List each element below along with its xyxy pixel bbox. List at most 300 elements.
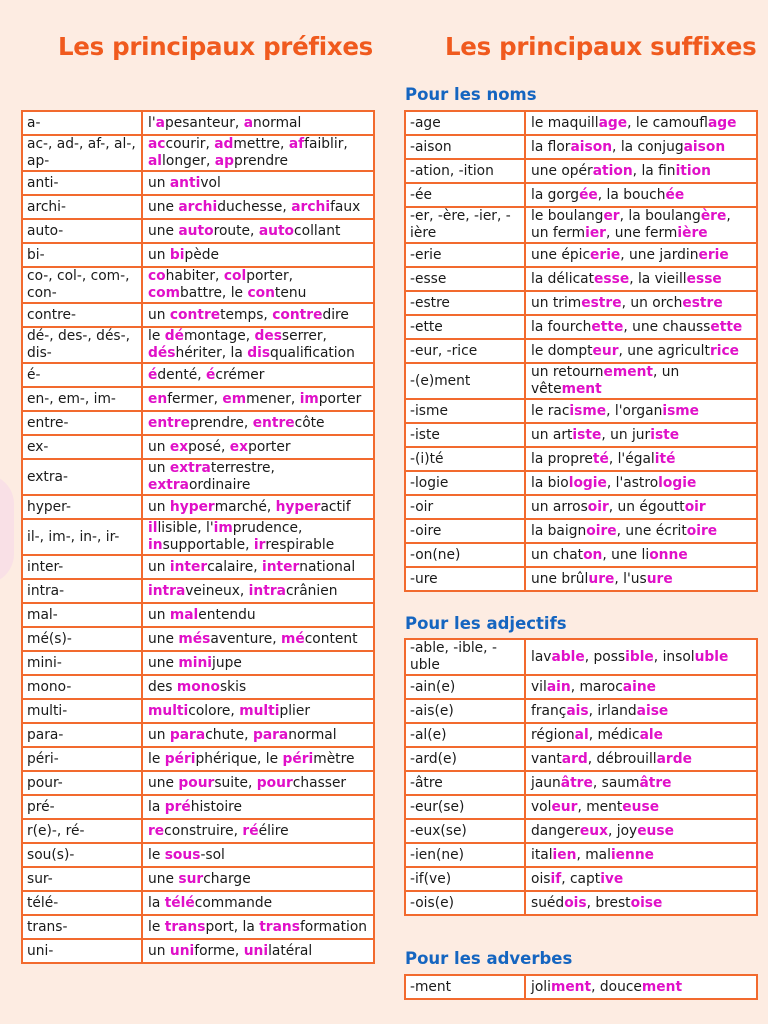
- table-row: [405, 339, 757, 363]
- affix-highlight: esse: [686, 270, 722, 287]
- example-text: région: [531, 726, 575, 743]
- table-row: [405, 399, 757, 423]
- affix-cell: en-, em-, im-: [22, 387, 142, 411]
- affix-highlight: ité: [654, 450, 676, 467]
- affix-highlight: auto: [178, 222, 214, 239]
- affix-cell: -eur, -rice: [405, 339, 525, 363]
- affix-highlight: pour: [178, 774, 215, 791]
- example-cell: [142, 495, 374, 519]
- affix-cell: é-: [22, 363, 142, 387]
- noun-suffixes-table: [404, 110, 758, 592]
- example-text: tenu: [274, 285, 307, 301]
- affix-highlight: intra: [148, 582, 186, 599]
- example-text: ordinaire: [188, 477, 251, 493]
- affix-cell: bi-: [22, 243, 142, 267]
- example-text: charge: [203, 870, 251, 887]
- example-text: , l'astro: [606, 474, 659, 491]
- example-text: supportable,: [162, 537, 254, 553]
- example-text: courir,: [165, 136, 215, 152]
- affix-highlight: en: [148, 390, 168, 407]
- example-text: un: [148, 558, 170, 575]
- example-cell: [142, 891, 374, 915]
- affix-highlight: logie: [568, 474, 607, 491]
- affix-highlight: com: [148, 285, 181, 301]
- example-text: crémer: [215, 366, 265, 383]
- affix-highlight: ale: [639, 726, 663, 743]
- example-text: vant: [531, 750, 562, 767]
- example-text: histoire: [190, 798, 243, 815]
- example-text: , insol: [653, 648, 695, 665]
- example-cell: [142, 111, 374, 135]
- affix-highlight: age: [598, 114, 628, 131]
- affix-highlight: a: [155, 114, 165, 131]
- table-row: [22, 651, 374, 675]
- affix-highlight: co: [148, 268, 166, 284]
- prefixes-title: Les principaux préfixes: [58, 32, 373, 61]
- example-text: mètre: [313, 750, 355, 767]
- example-cell: [525, 267, 757, 291]
- table-row: [405, 159, 757, 183]
- affix-highlight: ée: [579, 186, 598, 203]
- affix-cell: para-: [22, 723, 142, 747]
- example-cell: [142, 819, 374, 843]
- example-cell: [142, 915, 374, 939]
- example-text: , l'us: [614, 570, 647, 587]
- affix-cell: mal-: [22, 603, 142, 627]
- affix-highlight: iste: [650, 426, 680, 443]
- affix-highlight: aison: [683, 138, 726, 155]
- example-cell: [525, 159, 757, 183]
- example-cell: [525, 495, 757, 519]
- example-cell: [142, 675, 374, 699]
- affix-cell: ac-, ad-, af-, al-, ap-: [22, 135, 142, 171]
- affix-highlight: col: [223, 268, 247, 284]
- affix-cell: -erie: [405, 243, 525, 267]
- example-cell: [525, 243, 757, 267]
- affix-cell: contre-: [22, 303, 142, 327]
- example-text: franç: [531, 702, 567, 719]
- affix-highlight: ir: [253, 537, 266, 553]
- example-text: chasser: [292, 774, 347, 791]
- example-text: commande: [194, 894, 273, 911]
- affix-highlight: archi: [178, 198, 218, 215]
- example-text: faiblir,: [304, 136, 348, 152]
- example-text: vol: [531, 798, 552, 815]
- affix-cell: -iste: [405, 423, 525, 447]
- affix-highlight: ier: [585, 225, 606, 241]
- example-text: , un égoutt: [608, 498, 685, 515]
- example-text: hériter, la: [175, 345, 248, 361]
- example-text: dire: [322, 306, 349, 323]
- example-text: , la bouch: [597, 186, 666, 203]
- affix-highlight: trans: [164, 918, 206, 935]
- table-row: [22, 843, 374, 867]
- example-text: côte: [294, 414, 325, 431]
- affix-highlight: ien: [552, 846, 577, 863]
- example-text: suéd: [531, 894, 565, 911]
- example-text: respirable: [265, 537, 335, 553]
- affix-cell: -oir: [405, 495, 525, 519]
- example-text: national: [299, 558, 356, 575]
- affix-highlight: ette: [591, 318, 624, 335]
- affix-highlight: dés: [148, 345, 176, 361]
- affix-highlight: al: [574, 726, 589, 743]
- example-text: crânien: [285, 582, 338, 599]
- example-cell: [525, 639, 757, 675]
- affix-cell: -isme: [405, 399, 525, 423]
- example-text: marché,: [214, 498, 276, 515]
- table-row: [405, 543, 757, 567]
- example-cell: [142, 555, 374, 579]
- example-cell: [142, 327, 374, 363]
- affix-highlight: contre: [272, 306, 323, 323]
- affix-highlight: ière: [677, 225, 708, 241]
- example-text: prudence,: [232, 520, 303, 536]
- affix-highlight: rice: [709, 342, 740, 359]
- example-text: , la vieill: [629, 270, 687, 287]
- example-cell: [142, 219, 374, 243]
- affix-highlight: euse: [637, 822, 674, 839]
- decorative-tab: [0, 474, 14, 584]
- example-text: la propre: [531, 450, 593, 467]
- affix-highlight: inter: [261, 558, 300, 575]
- affix-cell: mini-: [22, 651, 142, 675]
- table-row: [22, 795, 374, 819]
- example-text: porter,: [246, 268, 294, 284]
- table-row: [405, 747, 757, 771]
- affix-cell: -ard(e): [405, 747, 525, 771]
- table-row: [405, 291, 757, 315]
- example-text: la fourch: [531, 318, 592, 335]
- example-cell: [142, 519, 374, 555]
- affix-highlight: aine: [622, 678, 657, 695]
- table-row: [405, 135, 757, 159]
- affix-highlight: em: [222, 390, 247, 407]
- affix-cell: -âtre: [405, 771, 525, 795]
- example-cell: [525, 747, 757, 771]
- affix-highlight: eux: [579, 822, 608, 839]
- affix-cell: multi-: [22, 699, 142, 723]
- table-row: [22, 459, 374, 495]
- example-text: le: [148, 750, 165, 767]
- example-text: , un vête: [531, 364, 680, 397]
- affix-highlight: er: [603, 208, 620, 224]
- affix-cell: -ure: [405, 567, 525, 591]
- example-text: un: [148, 438, 170, 455]
- example-text: skis: [219, 678, 247, 695]
- example-cell: [525, 471, 757, 495]
- example-text: longer,: [162, 153, 215, 169]
- example-text: un: [148, 726, 170, 743]
- example-text: pède: [184, 246, 219, 263]
- affix-cell: -ois(e): [405, 891, 525, 915]
- affix-highlight: oir: [587, 498, 609, 515]
- table-row: [22, 555, 374, 579]
- affix-highlight: hyper: [169, 498, 215, 515]
- example-cell: [142, 363, 374, 387]
- example-text: , la boulang: [619, 208, 701, 224]
- example-text: porter: [248, 438, 291, 455]
- affix-highlight: anti: [169, 174, 201, 191]
- example-text: la: [148, 798, 165, 815]
- affix-highlight: uni: [169, 942, 195, 959]
- example-text: mener,: [246, 390, 300, 407]
- affix-highlight: uble: [694, 648, 729, 665]
- example-text: le: [230, 285, 248, 301]
- example-cell: [525, 699, 757, 723]
- affix-highlight: pré: [164, 798, 191, 815]
- example-text: , une agricult: [618, 342, 710, 359]
- example-text: une: [148, 630, 179, 647]
- affix-highlight: ible: [625, 648, 654, 665]
- affix-highlight: euse: [622, 798, 660, 815]
- affix-highlight: age: [708, 114, 737, 131]
- affix-cell: inter-: [22, 555, 142, 579]
- example-text: un: [148, 306, 170, 323]
- affix-highlight: ure: [646, 570, 673, 587]
- example-text: la bio: [531, 474, 569, 491]
- example-cell: [525, 111, 757, 135]
- example-text: un: [148, 460, 170, 476]
- example-text: qualification: [270, 345, 355, 361]
- affix-highlight: trans: [259, 918, 300, 935]
- example-text: un art: [531, 426, 573, 443]
- example-cell: [142, 699, 374, 723]
- affix-highlight: sous: [164, 846, 201, 863]
- affix-cell: -eux(se): [405, 819, 525, 843]
- example-cell: [525, 291, 757, 315]
- example-text: colore,: [188, 702, 240, 719]
- table-row: [22, 435, 374, 459]
- affix-highlight: af: [288, 136, 305, 152]
- example-text: , maroc: [570, 678, 623, 695]
- affix-cell: -esse: [405, 267, 525, 291]
- example-text: , l'égal: [608, 450, 655, 467]
- table-row: [405, 267, 757, 291]
- example-text: route,: [213, 222, 259, 239]
- affix-highlight: é: [148, 366, 158, 383]
- example-cell: [525, 339, 757, 363]
- example-text: une brûl: [531, 570, 589, 587]
- affix-cell: -age: [405, 111, 525, 135]
- example-text: une: [148, 654, 179, 671]
- affix-highlight: estre: [682, 294, 723, 311]
- example-cell: [142, 171, 374, 195]
- affix-cell: hyper-: [22, 495, 142, 519]
- affix-cell: auto-: [22, 219, 142, 243]
- affix-highlight: oir: [684, 498, 706, 515]
- example-text: joli: [531, 978, 551, 995]
- table-row: [405, 699, 757, 723]
- affix-cell: -if(ve): [405, 867, 525, 891]
- affix-cell: trans-: [22, 915, 142, 939]
- affix-highlight: bi: [169, 246, 185, 263]
- example-text: la: [148, 894, 165, 911]
- affix-highlight: té: [592, 450, 609, 467]
- example-cell: [142, 267, 374, 303]
- table-row: [22, 675, 374, 699]
- table-row: [405, 423, 757, 447]
- table-row: [22, 243, 374, 267]
- affix-highlight: erie: [698, 246, 729, 263]
- example-text: forme,: [194, 942, 244, 959]
- example-cell: [142, 243, 374, 267]
- affix-highlight: ad: [214, 136, 234, 152]
- table-row: [405, 723, 757, 747]
- affix-cell: dé-, des-, dés-, dis-: [22, 327, 142, 363]
- example-cell: [142, 435, 374, 459]
- affix-highlight: il: [148, 520, 158, 536]
- table-row: [22, 891, 374, 915]
- affix-highlight: é: [206, 366, 216, 383]
- example-text: jupe: [212, 654, 242, 671]
- example-text: phérique, le: [195, 750, 283, 767]
- example-text: terrestre,: [210, 460, 275, 476]
- example-text: prendre,: [189, 414, 253, 431]
- affix-cell: -er, -ère, -ier, -ière: [405, 207, 525, 243]
- example-cell: [525, 447, 757, 471]
- example-cell: [142, 303, 374, 327]
- example-text: posé,: [188, 438, 230, 455]
- example-text: , un orch: [621, 294, 683, 311]
- example-text: vil: [531, 678, 547, 695]
- affix-highlight: multi: [148, 702, 189, 719]
- example-text: la délicat: [531, 270, 595, 287]
- example-cell: [525, 771, 757, 795]
- example-text: , douce: [591, 978, 642, 995]
- example-cell: [525, 843, 757, 867]
- example-text: serrer,: [281, 328, 327, 344]
- example-cell: [525, 975, 757, 999]
- table-row: [405, 795, 757, 819]
- affix-cell: co-, col-, com-, con-: [22, 267, 142, 303]
- table-row: [22, 171, 374, 195]
- example-cell: [142, 579, 374, 603]
- example-cell: [142, 651, 374, 675]
- example-text: , une chauss: [623, 318, 711, 335]
- example-cell: [525, 183, 757, 207]
- affix-highlight: ré: [242, 822, 259, 839]
- table-row: [22, 699, 374, 723]
- affix-highlight: ment: [550, 978, 592, 995]
- nouns-heading: Pour les noms: [405, 85, 537, 104]
- table-row: [22, 771, 374, 795]
- affix-cell: -logie: [405, 471, 525, 495]
- affix-highlight: âtre: [639, 774, 672, 791]
- table-row: [22, 939, 374, 963]
- example-text: , poss: [584, 648, 626, 665]
- affix-cell: -ain(e): [405, 675, 525, 699]
- affix-highlight: eur: [592, 342, 619, 359]
- affix-highlight: entre: [148, 414, 190, 431]
- affix-cell: -aison: [405, 135, 525, 159]
- affix-cell: mé(s)-: [22, 627, 142, 651]
- example-cell: [525, 867, 757, 891]
- example-cell: [525, 315, 757, 339]
- example-cell: [525, 135, 757, 159]
- table-row: [405, 891, 757, 915]
- affix-cell: mono-: [22, 675, 142, 699]
- example-text: une: [148, 198, 179, 215]
- example-text: un: [148, 606, 170, 623]
- affix-highlight: para: [252, 726, 289, 743]
- affix-highlight: ition: [675, 162, 711, 179]
- table-row: [22, 915, 374, 939]
- affix-highlight: dis: [247, 345, 271, 361]
- example-text: chute,: [205, 726, 253, 743]
- table-row: [405, 975, 757, 999]
- example-text: , débrouill: [587, 750, 657, 767]
- example-text: , saum: [592, 774, 640, 791]
- example-text: une opér: [531, 162, 593, 179]
- table-row: [22, 267, 374, 303]
- example-text: habiter,: [165, 268, 224, 284]
- table-row: [405, 207, 757, 243]
- affix-cell: il-, im-, in-, ir-: [22, 519, 142, 555]
- example-text: faux: [330, 198, 361, 215]
- example-text: , irland: [588, 702, 637, 719]
- example-text: porter: [318, 390, 362, 407]
- table-row: [22, 603, 374, 627]
- affix-highlight: ap: [214, 153, 234, 169]
- example-text: un: [148, 174, 170, 191]
- example-text: une: [148, 870, 179, 887]
- affix-highlight: més: [178, 630, 211, 647]
- adjectives-heading: Pour les adjectifs: [405, 614, 567, 633]
- affix-cell: ex-: [22, 435, 142, 459]
- example-text: le dompt: [531, 342, 593, 359]
- affix-highlight: ée: [665, 186, 685, 203]
- table-row: [405, 519, 757, 543]
- affix-highlight: estre: [581, 294, 622, 311]
- affix-highlight: uni: [243, 942, 269, 959]
- table-row: [22, 303, 374, 327]
- affix-highlight: ment: [561, 381, 602, 397]
- example-cell: [525, 891, 757, 915]
- example-text: collant: [294, 222, 341, 239]
- example-cell: [142, 747, 374, 771]
- affix-highlight: oire: [686, 522, 718, 539]
- example-text: un: [148, 942, 170, 959]
- affix-highlight: pour: [256, 774, 293, 791]
- example-text: , joy: [607, 822, 638, 839]
- example-text: aventure,: [210, 630, 281, 647]
- example-text: l': [148, 114, 156, 131]
- affix-highlight: aise: [636, 702, 669, 719]
- example-cell: [142, 603, 374, 627]
- example-text: prendre: [233, 153, 288, 169]
- example-text: le boulang: [531, 208, 604, 224]
- example-cell: [142, 387, 374, 411]
- example-text: une: [148, 222, 179, 239]
- affix-highlight: ive: [600, 870, 624, 887]
- example-text: un retourn: [531, 364, 604, 380]
- affix-cell: -(i)té: [405, 447, 525, 471]
- affix-highlight: multi: [239, 702, 280, 719]
- table-row: [22, 363, 374, 387]
- table-row: [405, 447, 757, 471]
- example-text: , un jur: [601, 426, 651, 443]
- affix-cell: -eur(se): [405, 795, 525, 819]
- example-text: lav: [531, 648, 552, 665]
- example-cell: [142, 627, 374, 651]
- example-text: , une écrit: [616, 522, 687, 539]
- example-cell: [142, 771, 374, 795]
- example-text: ital: [531, 846, 553, 863]
- affix-highlight: dé: [164, 328, 184, 344]
- affix-highlight: contre: [169, 306, 221, 323]
- table-row: [405, 639, 757, 675]
